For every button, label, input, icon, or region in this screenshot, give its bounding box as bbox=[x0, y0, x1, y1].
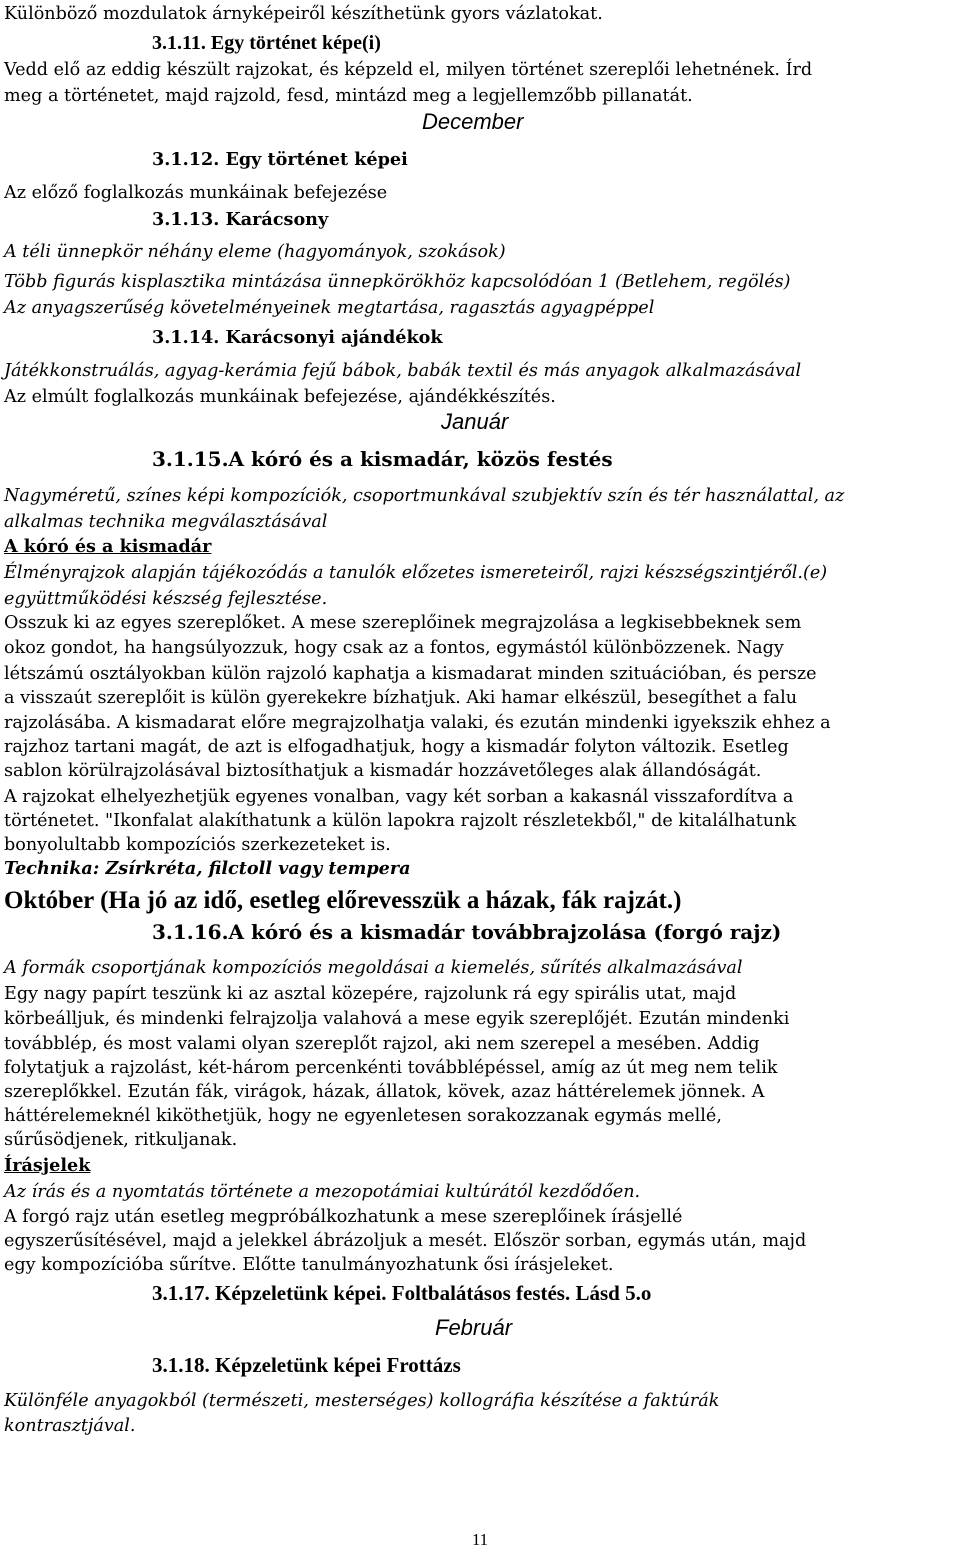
italic-line: együttműködési készség fejlesztése. bbox=[4, 589, 328, 609]
section-heading: 3.1.11. Egy történet képe(i) bbox=[152, 32, 381, 54]
italic-line: Élményrajzok alapján tájékozódás a tanulók előzetes ismereteiről, rajzi készségszintjéről.(e) bbox=[4, 563, 828, 583]
italic-line: Nagyméretű, színes képi kompozíciók, csoportmunkával szubjektív szín és tér használattal, az bbox=[4, 486, 845, 506]
text-line: rajzolásába. A kismadarat előre megrajzolhatja valaki, és ezután mindenki igyekszik ehhez a bbox=[4, 713, 831, 733]
text-line: egy kompozícióba sűrítve. Előtte tanulmányozhatunk ősi írásjeleket. bbox=[4, 1255, 614, 1275]
text-line: okoz gondot, ha hangsúlyozzuk, hogy csak az a fontos, egymástól különbözzenek. Nagy bbox=[4, 638, 784, 658]
page-number: 11 bbox=[471, 1530, 489, 1549]
italic-line: A téli ünnepkör néhány eleme (hagyományok, szokások) bbox=[4, 242, 506, 262]
text-line: Különböző mozdulatok árnyképeiről készíthetünk gyors vázlatokat. bbox=[4, 4, 603, 24]
italic-line: kontrasztjával. bbox=[4, 1416, 136, 1436]
subheading: A kóró és a kismadár bbox=[4, 536, 212, 557]
subheading: Írásjelek bbox=[4, 1155, 91, 1176]
italic-line: Az írás és a nyomtatás története a mezopotámiai kultúrától kezdődően. bbox=[4, 1182, 641, 1202]
text-line: Az elmúlt foglalkozás munkáinak befejezése, ajándékkészítés. bbox=[4, 387, 556, 407]
text-line: rajzhoz tartani magát, de azt is elfogadhatjuk, hogy a kismadár folyton változik. Esetleg bbox=[4, 737, 789, 757]
text-line: meg a történetet, majd rajzold, fesd, mintázd meg a legjellemzőbb pillanatát. bbox=[4, 86, 693, 106]
text-line: körbeálljuk, és mindenki felrajzolja valahová a mese egyik szereplőjét. Ezután mindenki bbox=[4, 1009, 790, 1029]
text-line: bonyolultabb kompozíciós szerkezeteket is. bbox=[4, 835, 391, 855]
italic-line: alkalmas technika megválasztásával bbox=[4, 512, 328, 532]
month-heading: Október (Ha jó az idő, esetleg előrevesszük a házak, fák rajzát.) bbox=[4, 887, 682, 914]
section-heading: 3.1.16.A kóró és a kismadár továbbrajzolása (forgó rajz) bbox=[152, 920, 782, 944]
text-line: háttérelemeknél kiköthetjük, hogy ne egyenletesen sorakozzanak egymás mellé, bbox=[4, 1106, 722, 1126]
italic-line: A formák csoportjának kompozíciós megoldásai a kiemelés, sűrítés alkalmazásával bbox=[4, 958, 743, 978]
text-line: történetet. "Ikonfalat alakíthatunk a külön lapokra rajzolt részletekből," de kitalálhatunk bbox=[4, 811, 797, 831]
italic-line: Játékkonstruálás, agyag-kerámia fejű bábok, babák textil és más anyagok alkalmazásával bbox=[4, 361, 802, 381]
text-line: sűrűsödjenek, ritkuljanak. bbox=[4, 1130, 238, 1150]
text-line: Osszuk ki az egyes szereplőket. A mese szereplőinek megrajzolása a legkisebbeknek sem bbox=[4, 613, 802, 633]
month-heading: Február bbox=[435, 1315, 513, 1340]
section-heading: 3.1.14. Karácsonyi ajándékok bbox=[152, 327, 443, 348]
text-line: továbblép, és most valami olyan szereplőt rajzol, aki nem szerepel a mesében. Addig bbox=[4, 1034, 760, 1054]
italic-line: Különféle anyagokból (természeti, mesterséges) kollográfia készítése a faktúrák bbox=[4, 1391, 720, 1411]
section-heading: 3.1.15.A kóró és a kismadár, közös festés bbox=[152, 447, 613, 471]
text-line: Vedd elő az eddig készült rajzokat, és képzeld el, milyen történet szereplői lehetnének. Írd bbox=[4, 60, 813, 80]
section-heading: 3.1.12. Egy történet képei bbox=[152, 149, 408, 170]
section-heading: 3.1.13. Karácsony bbox=[152, 209, 329, 230]
text-line: szereplőkkel. Ezután fák, virágok, házak, állatok, kövek, azaz háttérelemek jönnek. A bbox=[4, 1082, 765, 1102]
month-heading: Január bbox=[441, 409, 509, 434]
text-line: egyszerűsítésével, majd a jelekkel ábrázoljuk a mesét. Először sorban, egymás után, majd bbox=[4, 1231, 807, 1251]
text-line: folytatjuk a rajzolást, két-három percenkénti továbblépéssel, amíg az út meg nem telik bbox=[4, 1058, 778, 1078]
text-line: A rajzokat elhelyezhetjük egyenes vonalban, vagy két sorban a kakasnál visszafordítva a bbox=[4, 787, 794, 807]
section-heading: 3.1.17. Képzeletünk képei. Foltbalátásos festés. Lásd 5.o bbox=[152, 1281, 652, 1305]
text-line: a visszaút szereplőit is külön gyerekekre bízhatjuk. Aki hamar elkészül, besegíthet a falu bbox=[4, 688, 798, 708]
italic-line: Több figurás kisplasztika mintázása ünnepkörökhöz kapcsolódóan 1 (Betlehem, regölés) bbox=[4, 272, 791, 292]
technique-line: Technika: Zsírkréta, filctoll vagy tempera bbox=[4, 858, 411, 879]
section-heading: 3.1.18. Képzeletünk képei Frottázs bbox=[152, 1353, 461, 1377]
text-line: sablon körülrajzolásával biztosíthatjuk a kismadár hozzávetőleges alak állandóságát. bbox=[4, 761, 762, 781]
italic-line: Az anyagszerűség követelményeinek megtartása, ragasztás agyagpéppel bbox=[4, 298, 655, 318]
text-line: létszámú osztályokban külön rajzoló kaphatja a kismadarat minden szituációban, és persze bbox=[4, 664, 817, 684]
month-heading: December bbox=[422, 109, 524, 134]
text-line: Egy nagy papírt teszünk ki az asztal közepére, rajzolunk rá egy spirális utat, majd bbox=[4, 984, 737, 1004]
text-line: A forgó rajz után esetleg megpróbálkozhatunk a mese szereplőinek írásjellé bbox=[4, 1207, 683, 1227]
text-line: Az előző foglalkozás munkáinak befejezése bbox=[4, 183, 388, 203]
